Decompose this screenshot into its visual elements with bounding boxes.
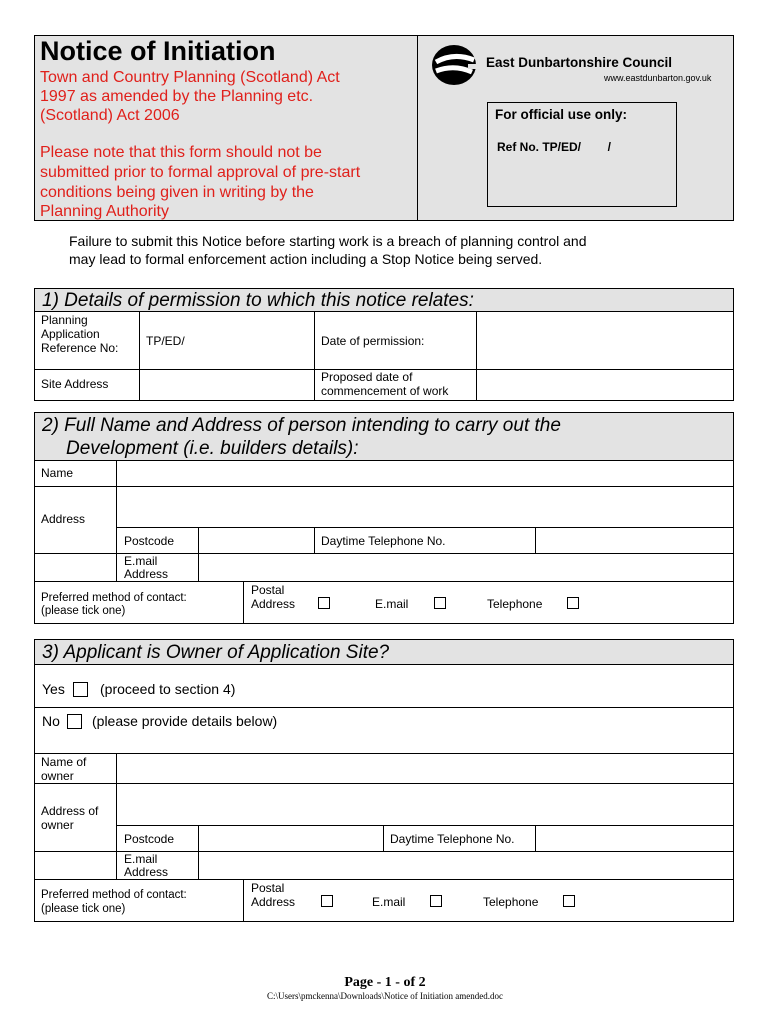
site-address-field[interactable] bbox=[140, 370, 314, 400]
builder-postcode-label: Postcode bbox=[124, 534, 175, 548]
section3-rule-2 bbox=[34, 707, 734, 708]
note-line-2: submitted prior to formal approval of pre-start bbox=[40, 164, 361, 181]
builder-phone-checkbox[interactable] bbox=[567, 597, 579, 609]
owner-yes-note: (proceed to section 4) bbox=[100, 681, 236, 697]
builder-email-option-label: E.mail bbox=[375, 597, 409, 611]
section3-col-3 bbox=[383, 825, 384, 851]
note-line-3: conditions being given in writing by the bbox=[40, 184, 314, 201]
file-path: C:\Users\pmckenna\Downloads\Notice of Initiation amended.doc bbox=[267, 991, 503, 1001]
builder-postal-checkbox[interactable] bbox=[318, 597, 330, 609]
owner-email-option-label: E.mail bbox=[372, 895, 406, 909]
owner-email-label-1: E.mail bbox=[124, 852, 158, 866]
section2-col-5 bbox=[243, 581, 244, 624]
builder-contact-label-1: Preferred method of contact: bbox=[41, 592, 187, 604]
planning-ref-label-2: Application bbox=[41, 327, 100, 341]
owner-postal-label-1: Postal bbox=[251, 881, 285, 895]
section2-col-3 bbox=[314, 527, 315, 553]
builder-name-label: Name bbox=[41, 466, 74, 480]
section3-col-5 bbox=[243, 879, 244, 922]
owner-name-field[interactable] bbox=[117, 754, 733, 783]
owner-no-note: (please provide details below) bbox=[92, 713, 278, 729]
council-logo-icon bbox=[428, 40, 480, 90]
owner-contact-label-2: (please tick one) bbox=[41, 903, 126, 915]
proposed-date-field[interactable] bbox=[477, 370, 733, 400]
builder-address-label: Address bbox=[41, 512, 86, 526]
owner-contact-label-1: Preferred method of contact: bbox=[41, 889, 187, 901]
header-divider bbox=[417, 35, 418, 221]
builder-phone-option-label: Telephone bbox=[487, 597, 543, 611]
owner-postcode-field[interactable] bbox=[199, 826, 383, 851]
council-url: www.eastdunbarton.gov.uk bbox=[604, 73, 712, 83]
proposed-date-label-1: Proposed date of bbox=[321, 370, 413, 384]
owner-email-label-2: Address bbox=[124, 865, 169, 879]
section3-rule-1 bbox=[34, 664, 734, 665]
builder-postcode-field[interactable] bbox=[199, 528, 314, 553]
owner-email-field[interactable] bbox=[199, 852, 733, 879]
note-line-1: Please note that this form should not be bbox=[40, 144, 322, 161]
builder-phone-field[interactable] bbox=[536, 528, 733, 553]
owner-postal-label-2: Address bbox=[251, 895, 296, 909]
page-title: Notice of Initiation bbox=[40, 36, 276, 66]
section2-heading-1: 2) Full Name and Address of person intending to carry out the bbox=[42, 415, 561, 436]
owner-phone-field[interactable] bbox=[536, 826, 733, 851]
builder-phone-label: Daytime Telephone No. bbox=[321, 534, 446, 548]
planning-ref-field[interactable]: TP/ED/ bbox=[146, 334, 185, 348]
builder-email-field[interactable] bbox=[199, 554, 733, 581]
owner-address-field[interactable] bbox=[117, 784, 733, 825]
act-line-3: (Scotland) Act 2006 bbox=[40, 107, 180, 124]
builder-postal-label-1: Postal bbox=[251, 583, 285, 597]
proposed-date-label-2: commencement of work bbox=[321, 384, 449, 398]
site-address-label: Site Address bbox=[41, 377, 109, 391]
section1-heading: 1) Details of permission to which this notice relates: bbox=[42, 290, 474, 311]
builder-email-label-2: Address bbox=[124, 567, 169, 581]
owner-no-checkbox[interactable] bbox=[67, 714, 82, 729]
owner-phone-label: Daytime Telephone No. bbox=[390, 832, 515, 846]
planning-ref-label-3: Reference No: bbox=[41, 341, 119, 355]
council-name: East Dunbartonshire Council bbox=[486, 55, 673, 70]
date-permission-label: Date of permission: bbox=[321, 334, 425, 348]
builder-name-field[interactable] bbox=[117, 461, 733, 486]
section2-rule-5 bbox=[34, 581, 734, 582]
builder-email-label-1: E.mail bbox=[124, 554, 158, 568]
planning-ref-label-1: Planning bbox=[41, 313, 88, 327]
owner-email-checkbox[interactable] bbox=[430, 895, 442, 907]
owner-phone-option-label: Telephone bbox=[483, 895, 539, 909]
date-permission-field[interactable] bbox=[477, 312, 733, 369]
warning-line-2: may lead to formal enforcement action including a Stop Notice being served. bbox=[69, 251, 543, 267]
section2-heading-2: Development (i.e. builders details): bbox=[66, 438, 359, 459]
owner-postcode-label: Postcode bbox=[124, 832, 175, 846]
owner-no-label: No bbox=[42, 713, 60, 729]
builder-email-checkbox[interactable] bbox=[434, 597, 446, 609]
builder-postal-label-2: Address bbox=[251, 597, 296, 611]
owner-postal-checkbox[interactable] bbox=[321, 895, 333, 907]
act-line-2: 1997 as amended by the Planning etc. bbox=[40, 88, 314, 105]
section3-heading: 3) Applicant is Owner of Application Site? bbox=[42, 642, 390, 663]
warning-line-1: Failure to submit this Notice before starting work is a breach of planning control and bbox=[69, 233, 587, 249]
page-number: Page - 1 - of 2 bbox=[344, 975, 426, 990]
owner-address-label-1: Address of bbox=[41, 804, 99, 818]
act-line-1: Town and Country Planning (Scotland) Act bbox=[40, 69, 340, 86]
owner-name-label-1: Name of bbox=[41, 755, 87, 769]
owner-yes-label: Yes bbox=[42, 681, 65, 697]
official-use-title: For official use only: bbox=[495, 107, 628, 122]
builder-contact-label-2: (please tick one) bbox=[41, 605, 126, 617]
section3-rule-7 bbox=[34, 879, 734, 880]
builder-address-field[interactable] bbox=[117, 487, 733, 527]
section1-col-2 bbox=[314, 311, 315, 401]
owner-phone-checkbox[interactable] bbox=[563, 895, 575, 907]
official-ref: Ref No. TP/ED/ / bbox=[497, 140, 612, 154]
owner-address-label-2: owner bbox=[41, 818, 74, 832]
note-line-4: Planning Authority bbox=[40, 203, 169, 220]
owner-yes-checkbox[interactable] bbox=[73, 682, 88, 697]
owner-name-label-2: owner bbox=[41, 769, 74, 783]
